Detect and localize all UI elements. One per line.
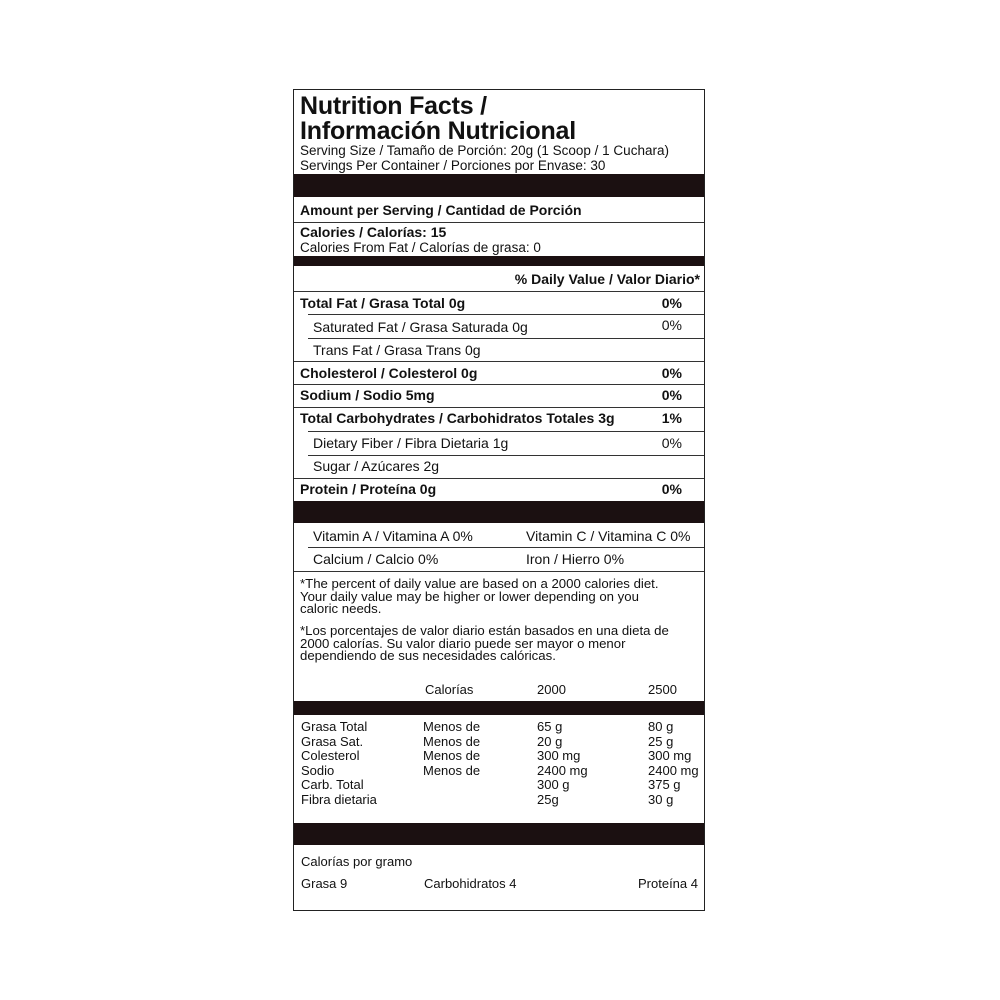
nutrient-dietary-fiber: Dietary Fiber / Fibra Dietaria 1g bbox=[313, 435, 509, 451]
footnote-line: *Los porcentajes de valor diario están basados en una dieta de bbox=[300, 623, 669, 638]
table-cell: 80 g bbox=[648, 719, 674, 734]
nutrient-protein-dv: 0% bbox=[661, 481, 682, 497]
nutrient-total-fat-dv: 0% bbox=[661, 295, 682, 311]
table-cell: Fibra dietaria bbox=[301, 791, 377, 807]
thick-divider bbox=[294, 823, 704, 845]
table-cell: Sodio bbox=[301, 762, 335, 778]
table-cell: Menos de bbox=[423, 719, 481, 734]
footnote-line: caloric needs. bbox=[300, 601, 382, 616]
table-cell: 375 g bbox=[648, 777, 681, 792]
vitamin-a: Vitamin A / Vitamina A 0% bbox=[313, 528, 473, 544]
nutrient-trans-fat: Trans Fat / Grasa Trans 0g bbox=[313, 342, 481, 358]
table-cell: Grasa Total bbox=[301, 719, 368, 734]
table-cell: Grasa Sat. bbox=[301, 733, 364, 749]
table-header-calories: Calorías bbox=[425, 682, 474, 697]
nutrient-cholesterol: Cholesterol / Colesterol 0g bbox=[300, 365, 478, 381]
nutrition-facts-label bbox=[293, 89, 705, 911]
nutrient-protein: Protein / Proteína 0g bbox=[300, 481, 437, 497]
daily-value-header: % Daily Value / Valor Diario* bbox=[514, 271, 700, 287]
nutrient-saturated-fat-dv: 0% bbox=[661, 317, 682, 333]
divider bbox=[308, 547, 704, 548]
calories-per-gram-protein: Proteína 4 bbox=[638, 876, 698, 891]
table-header-2500: 2500 bbox=[648, 682, 677, 697]
divider bbox=[294, 222, 704, 223]
table-column-qualifiers bbox=[423, 720, 480, 778]
table-cell: Menos de bbox=[423, 733, 481, 749]
nutrient-cholesterol-dv: 0% bbox=[661, 365, 682, 381]
footnote-line: 2000 calorías. Su valor diario puede ser mayor o menor bbox=[300, 635, 626, 651]
nutrient-total-carbohydrates: Total Carbohydrates / Carbohidratos Totales 3g bbox=[300, 410, 615, 426]
nutrient-total-carbohydrates-dv: 1% bbox=[661, 410, 682, 426]
nutrient-sodium-dv: 0% bbox=[661, 387, 682, 403]
thick-divider bbox=[294, 501, 704, 523]
table-cell: 300 g bbox=[537, 777, 570, 792]
divider bbox=[294, 407, 704, 408]
divider bbox=[294, 384, 704, 385]
footnote-english bbox=[300, 578, 698, 616]
nutrient-sugar: Sugar / Azúcares 2g bbox=[313, 458, 440, 474]
footnote-spanish bbox=[300, 625, 698, 663]
divider bbox=[308, 338, 704, 339]
amount-per-serving: Amount per Serving / Cantidad de Porción bbox=[300, 202, 582, 218]
divider bbox=[294, 571, 704, 572]
table-cell: Menos de bbox=[423, 762, 481, 778]
table-column-2000 bbox=[537, 720, 588, 807]
label-title-es: Información Nutricional bbox=[300, 117, 576, 145]
footnote-line: dependiendo de sus necesidades calóricas. bbox=[300, 648, 556, 663]
thick-divider bbox=[294, 174, 704, 197]
divider bbox=[294, 361, 704, 362]
iron: Iron / Hierro 0% bbox=[526, 551, 625, 567]
table-cell: 25 g bbox=[648, 733, 674, 749]
vitamin-c: Vitamin C / Vitamina C 0% bbox=[526, 528, 691, 544]
table-column-2500 bbox=[648, 720, 699, 807]
table-header-2000: 2000 bbox=[537, 682, 566, 697]
serving-size: Serving Size / Tamaño de Porción: 20g (1 Scoop / 1 Cuchara) bbox=[300, 143, 669, 158]
calories-per-gram-carbs: Carbohidratos 4 bbox=[424, 876, 517, 891]
table-cell: Colesterol bbox=[301, 748, 360, 763]
table-cell: 20 g bbox=[537, 733, 563, 749]
nutrient-sodium: Sodium / Sodio 5mg bbox=[300, 387, 435, 403]
table-cell: 30 g bbox=[648, 791, 674, 807]
calories-per-gram-label: Calorías por gramo bbox=[301, 854, 413, 869]
label-title-en: Nutrition Facts / bbox=[300, 92, 487, 120]
table-column-names bbox=[301, 720, 377, 807]
table-cell: Menos de bbox=[423, 748, 481, 763]
footnote-line: *The percent of daily value are based on a 2000 calories diet. bbox=[300, 576, 659, 591]
table-cell: Carb. Total bbox=[301, 777, 364, 792]
calories-per-gram-fat: Grasa 9 bbox=[301, 876, 348, 891]
nutrient-saturated-fat: Saturated Fat / Grasa Saturada 0g bbox=[313, 319, 528, 335]
nutrient-dietary-fiber-dv: 0% bbox=[661, 435, 682, 451]
table-cell: 25g bbox=[537, 791, 559, 807]
table-cell: 300 mg bbox=[648, 748, 692, 763]
calcium: Calcium / Calcio 0% bbox=[313, 551, 439, 567]
nutrient-total-fat: Total Fat / Grasa Total 0g bbox=[300, 295, 466, 311]
divider bbox=[294, 478, 704, 479]
calories-from-fat: Calories From Fat / Calorías de grasa: 0 bbox=[300, 240, 541, 255]
divider bbox=[308, 431, 704, 432]
medium-divider bbox=[294, 701, 704, 715]
divider bbox=[308, 314, 704, 315]
table-cell: 65 g bbox=[537, 719, 563, 734]
table-cell: 2400 mg bbox=[537, 762, 588, 778]
servings-per-container: Servings Per Container / Porciones por Envase: 30 bbox=[300, 158, 606, 173]
divider bbox=[308, 455, 704, 456]
calories: Calories / Calorías: 15 bbox=[300, 224, 447, 240]
table-cell: 2400 mg bbox=[648, 762, 699, 778]
footnote-line: Your daily value may be higher or lower depending on you bbox=[300, 588, 639, 604]
medium-divider bbox=[294, 256, 704, 266]
table-cell: 300 mg bbox=[537, 748, 581, 763]
divider bbox=[294, 291, 704, 292]
